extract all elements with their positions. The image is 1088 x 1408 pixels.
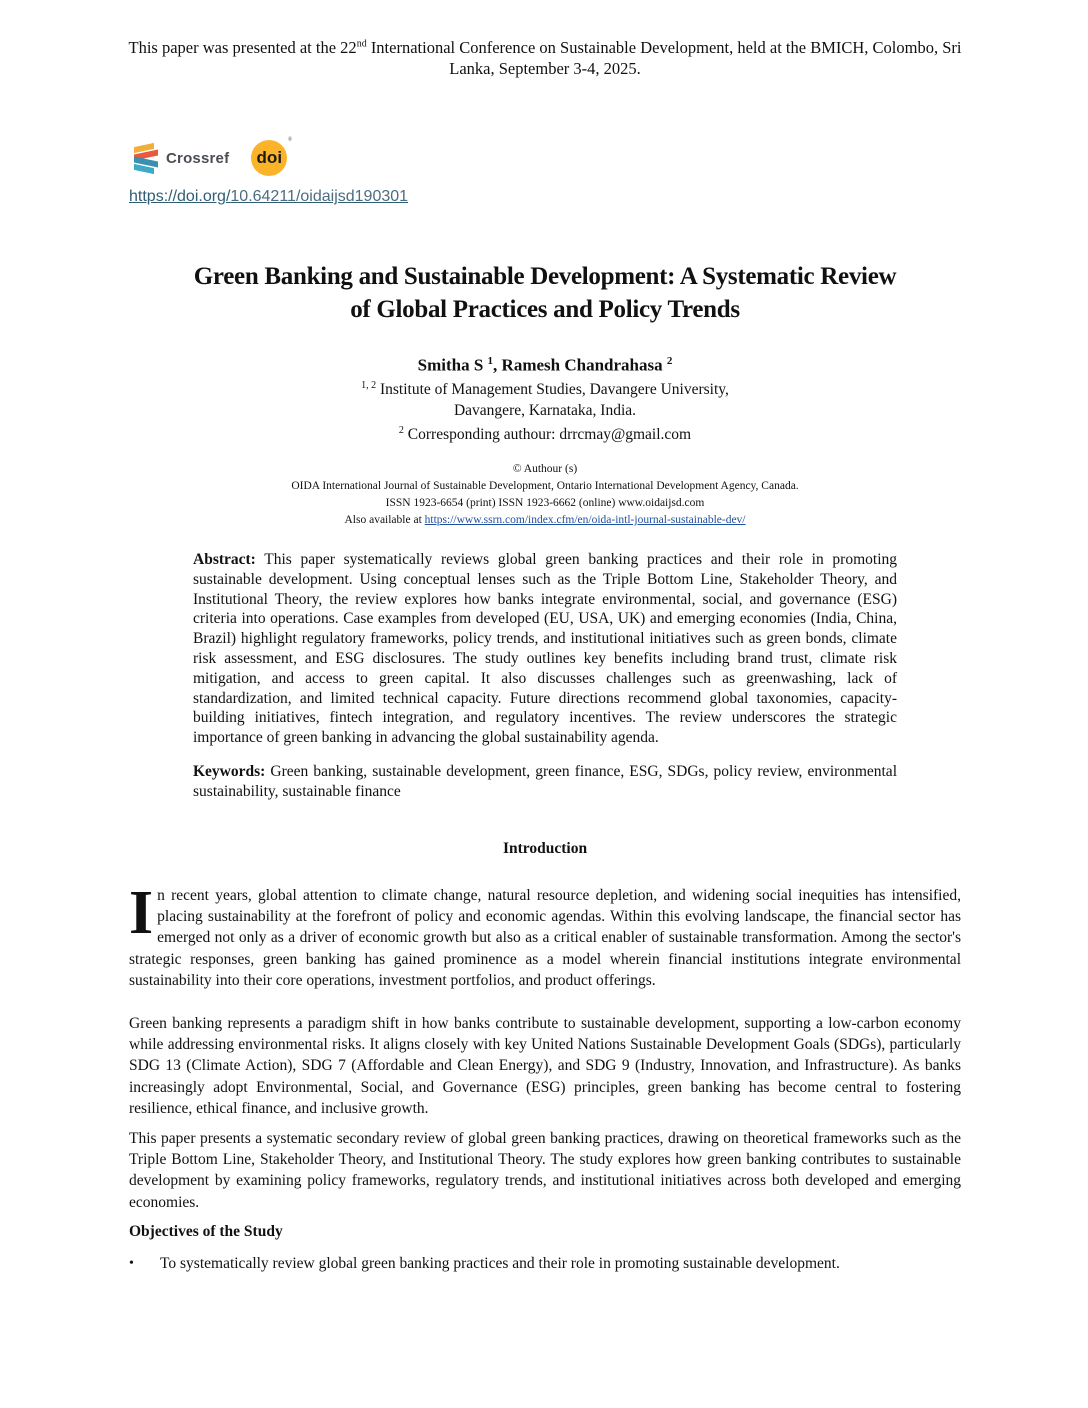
affiliation-mark: 1, 2: [361, 380, 377, 391]
paper-title: [120, 260, 970, 326]
affiliation-location: Davangere, Karnataka, India.: [453, 401, 637, 419]
corresponding-text: Corresponding authour: drrcmay@gmail.com: [403, 426, 692, 444]
issn-line: ISSN 1923-6654 (print) ISSN 1923-6662 (online) www.oidaijsd.com: [385, 497, 705, 509]
corresponding-author: [300, 421, 790, 446]
intro-paragraph-1: [129, 879, 961, 991]
conference-note: [120, 37, 970, 79]
doi-link-base: https://doi.org/: [129, 188, 231, 205]
doi-logo-icon[interactable]: [251, 137, 293, 176]
also-available-line: [170, 512, 920, 529]
publisher-logos: [134, 137, 293, 178]
author-name: Smitha S: [417, 355, 484, 375]
crossref-icon: [134, 143, 160, 173]
keywords-text: Green banking, sustainable development, green finance, ESG, SDGs, policy review, environmental sustainability, sustainable finance: [193, 763, 897, 800]
crossref-label: Crossref: [166, 149, 230, 167]
affiliation-text: Institute of Management Studies, Davangere University,: [376, 381, 729, 399]
introduction-heading: Introduction: [502, 840, 588, 857]
author-separator: ,: [493, 355, 502, 375]
conference-note-suffix: International Conference on Sustainable Development, held at the BMICH, Colombo, Sri Lanka, September 3-4, 2025.: [366, 38, 962, 78]
paragraph-text: n recent years, global attention to climate change, natural resource depletion, and widening social inequities has intensified, placing sustainability at the forefront of policy and economic agendas. Within this evolving landscape, the financial sector has emerged not only as a driver of economic growth but also as a critical enabler of sustainable transformation. Among the sector's strategic responses, green banking has gained prominence as a model wherein financial institutions integrate environmental sustainability into their core operations, investment portfolios, and product offerings.: [129, 887, 961, 989]
journal-name: OIDA International Journal of Sustainable Development, Ontario International Development Agency, Canada.: [291, 480, 799, 492]
title-line-2: of Global Practices and Policy Trends: [350, 296, 740, 323]
doi-link-id: 10.64211/oidaijsd190301: [230, 188, 409, 205]
author-affiliation-mark: 2: [666, 355, 673, 367]
abstract-label: Abstract:: [193, 551, 256, 568]
intro-paragraph-2: Green banking represents a paradigm shift in how banks contribute to sustainable development, supporting a low-carbon economy while addressing environmental risks. It aligns closely with key United Nations Sustainable Development Goals (SDGs), particularly SDG 13 (Climate Action), SDG 7 (Affordable and Clean Energy), and SDG 9 (Industry, Innovation, and Infrastructure). As banks increasingly adopt Environmental, Social, and Governance (ESG) principles, green banking has become central to fostering resilience, ethical finance, and inclusive growth.: [129, 1015, 961, 1117]
keywords-label: Keywords:: [193, 763, 266, 780]
doi-logo-label: doi: [256, 148, 283, 167]
affiliations: [300, 376, 790, 446]
list-item: • To systematically review global green banking practices and their role in promoting sustainable development.: [129, 1253, 969, 1274]
intro-paragraph-3: This paper presents a systematic secondary review of global green banking practices, drawing on theoretical frameworks such as the Triple Bottom Line, Stakeholder Theory, and Institutional Theory. The study explores how green banking contributes to sustainable development by examining policy frameworks, regulatory trends, and institutional initiatives across both developed and emerging economies.: [129, 1130, 961, 1211]
crossref-logo[interactable]: [134, 143, 229, 173]
corresponding-mark: 2: [398, 425, 404, 437]
author-name: Ramesh Chandrahasa: [501, 355, 663, 375]
affiliation-line: [300, 376, 790, 401]
doi-link[interactable]: [129, 188, 408, 206]
drop-cap: I: [129, 879, 154, 947]
abstract-text: This paper systematically reviews global green banking practices and their role in promoting sustainable development. Using conceptual lenses such as the Triple Bottom Line, Stakeholder Theory, and Institutional Theory, the review explores how banks integrate environmental, social, and governance (ESG) criteria into operations. Case examples from developed (EU, USA, UK) and emerging economies (India, China, Brazil) highlight regulatory frameworks, policy trends, and institutional initiatives such as green bonds, climate risk assessment, and ESG disclosures. The study outlines key benefits including brand trust, climate risk mitigation, and access to green capital. It also discusses challenges such as greenwashing, lack of standardization, and limited technical capacity. Future directions recommend global taxonomies, capacity-building initiatives, fintech integration, and regulatory incentives. The review underscores the strategic importance of green banking in advancing the global sustainability agenda.: [193, 551, 897, 747]
abstract: [193, 550, 897, 748]
copyright-line: © Authour (s): [512, 463, 578, 475]
title-line-1: Green Banking and Sustainable Development: A Systematic Review: [193, 263, 897, 290]
also-available-prefix: Also available at: [344, 514, 425, 526]
journal-info: [170, 461, 920, 529]
conference-note-prefix: This paper was presented at the 22: [128, 38, 357, 57]
ssrn-link[interactable]: https://www.ssrn.com/index.cfm/en/oida-intl-journal-sustainable-dev/: [424, 514, 746, 526]
author-list: [320, 350, 770, 377]
objectives-heading: Objectives of the Study: [129, 1223, 283, 1240]
ordinal-superscript: nd: [356, 38, 367, 50]
author-affiliation-mark: 1: [487, 355, 494, 367]
keywords: [193, 762, 897, 802]
registered-mark: ®: [287, 137, 293, 143]
objectives-list: [129, 1253, 969, 1274]
